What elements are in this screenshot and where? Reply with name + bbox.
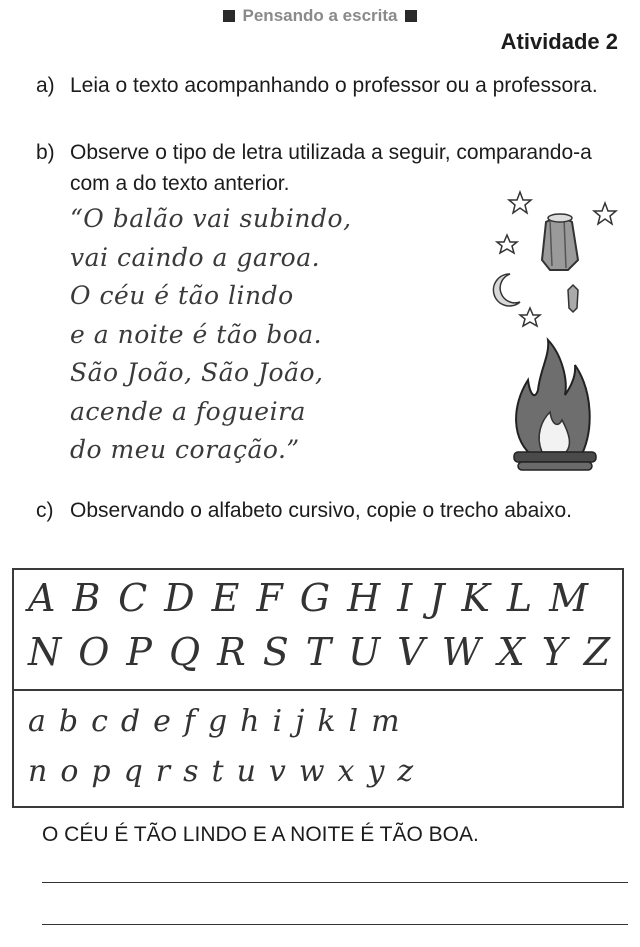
item-letter: c) [36, 499, 54, 522]
cursive-alphabet-box [12, 568, 628, 808]
uppercase-alphabet-row: NOPQRSTUVWXYZ [28, 630, 628, 674]
writing-line[interactable] [42, 882, 628, 883]
instruction-a [36, 70, 616, 101]
poem-line: O céu é tão lindo [70, 281, 294, 310]
poem-line: e a noite é tão boa. [70, 319, 323, 349]
poem-line: São João, São João, [70, 358, 324, 387]
item-text: Observando o alfabeto cursivo, copie o trecho abaixo. [70, 499, 572, 522]
poem-line: “O balão vai subindo, [70, 204, 352, 233]
item-text: Observe o tipo de letra utilizada a seguir, comparando-a com a do texto anterior. [70, 141, 592, 195]
item-text: Leia o texto acompanhando o professor ou a professora. [70, 74, 598, 97]
alphabet-divider [14, 689, 622, 691]
uppercase-alphabet-row: ABCDEFGHIJKLM [28, 576, 605, 620]
poem-line: vai caindo a garoa. [70, 242, 321, 272]
instruction-c [36, 495, 616, 526]
text-to-copy: O CÉU É TÃO LINDO E A NOITE É TÃO BOA. [42, 823, 479, 846]
sao-joao-illustration [480, 190, 630, 495]
square-bullet-icon [223, 10, 235, 22]
lowercase-alphabet-row: nopqrstuvwxyz [28, 754, 427, 789]
writing-line[interactable] [42, 924, 628, 925]
poem-line: acende a fogueira [70, 396, 306, 426]
activity-title: Atividade 2 [500, 29, 618, 54]
poem-line: do meu coração.” [70, 435, 300, 464]
lowercase-alphabet-row: abcdefghijklm [28, 704, 413, 739]
square-bullet-icon [405, 10, 417, 22]
section-header [0, 6, 640, 26]
lantern-icon [542, 214, 578, 270]
bonfire-icon [514, 340, 596, 470]
item-letter: b) [36, 141, 55, 164]
cursive-poem [70, 200, 352, 470]
lantern-icon [568, 285, 578, 312]
section-title: Pensando a escrita [242, 6, 398, 25]
crescent-moon-icon [493, 274, 520, 306]
item-letter: a) [36, 74, 55, 97]
